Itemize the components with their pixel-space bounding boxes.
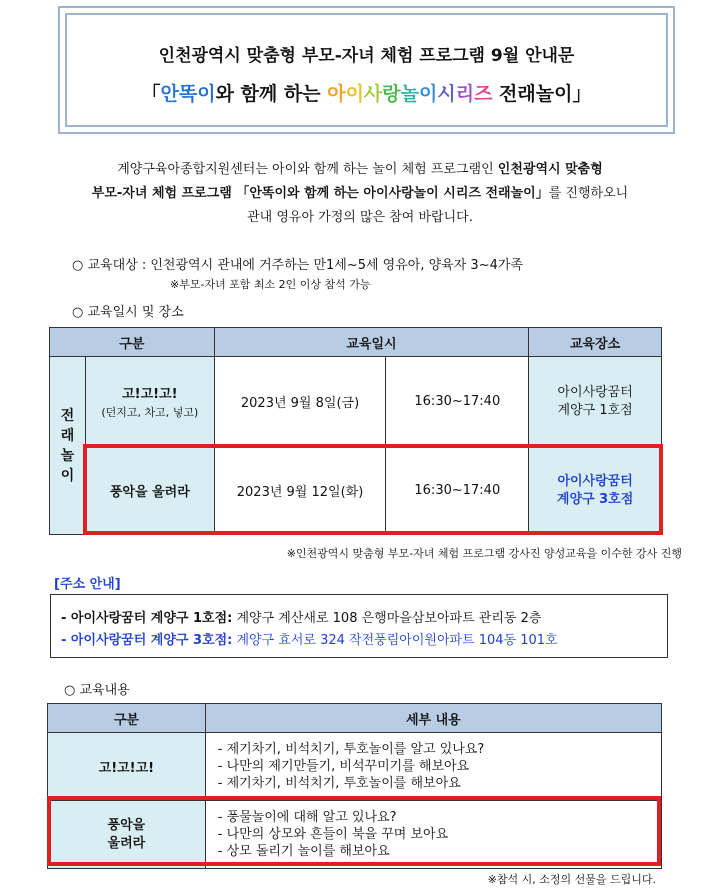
education-target-note: ※부모-자녀 포함 최소 2인 이상 참석 가능: [170, 278, 371, 291]
intro-text-3: 관내 영유아 가정의 많은 참여 바랍니다.: [247, 210, 473, 225]
content-heading: ○ 교육내용: [64, 683, 130, 698]
schedule-header-datetime: 교육일시: [214, 328, 529, 357]
program-subtitle: (던지고, 차고, 넣고): [101, 406, 199, 419]
content-header-category: 구분: [48, 704, 206, 733]
content-header-detail: 세부 내용: [205, 704, 661, 733]
series-char: 즈: [474, 83, 493, 105]
schedule-date: 2023년 9월 8일(금): [214, 357, 386, 447]
content-item: - 상모 돌리기 놀이를 해보아요: [217, 844, 390, 859]
content-item: - 제기차기, 비석치기, 투호놀이를 해보아요: [217, 776, 461, 791]
program-name-blue: 안똑이: [160, 83, 216, 105]
address-box: [50, 594, 668, 658]
education-target: ○ 교육대상 : 인천광역시 관내에 거주하는 만1세~5세 영유아, 양육자 3~4가족: [72, 258, 523, 273]
series-char: 시: [437, 83, 456, 105]
intro-text-2b: 를 진행하오니: [548, 186, 629, 201]
series-name-rainbow: [327, 83, 492, 105]
schedule-program-name: [85, 357, 214, 447]
bracket-open: 「: [141, 83, 161, 105]
address-1-value: 계양구 계산새로 108 은행마을삼보아파트 관리동 2층: [232, 611, 542, 626]
intro-text-1a: 계양구육아종합지원센터는 아이와 함께 하는 놀이 체험 프로그램인: [117, 162, 498, 177]
schedule-header-category: 구분: [50, 328, 215, 357]
content-details: [205, 733, 661, 801]
content-item: - 풍물놀이에 대해 알고 있나요?: [217, 810, 397, 825]
schedule-note: ※인천광역시 맞춤형 부모-자녀 체험 프로그램 강사진 양성교육을 이수한 강사 진행: [286, 547, 682, 560]
schedule-date: 2023년 9월 12일(화): [214, 447, 386, 535]
schedule-row: [50, 447, 662, 535]
series-char: 이: [419, 83, 438, 105]
schedule-place: 아이사랑꿈터 계양구 3호점: [529, 447, 662, 535]
series-char: 아: [327, 83, 346, 105]
schedule-time: 16:30~17:40: [386, 447, 529, 535]
content-note: ※참석 시, 소정의 선물을 드립니다.: [487, 873, 656, 886]
schedule-program-name: 풍악을 울려라: [85, 447, 214, 535]
schedule-place: 아이사랑꿈터 계양구 1호점: [529, 357, 662, 447]
series-char: 랑: [382, 83, 401, 105]
address-line-2: [61, 629, 558, 648]
address-1-label: - 아이사랑꿈터 계양구 1호점:: [61, 611, 233, 626]
address-line-1: [61, 607, 541, 626]
intro-text-2a: 부모-자녀 체험 프로그램 「안똑이와 함께 하는 아이사랑놀이 시리즈 전래놀이」: [91, 186, 549, 201]
content-details: [205, 801, 661, 869]
series-char: 사: [363, 83, 383, 105]
schedule-header-place: 교육장소: [529, 328, 662, 357]
schedule-header-row: [50, 328, 662, 357]
content-program-name: 고!고!고!: [48, 733, 206, 801]
intro-paragraph: [40, 158, 680, 230]
program-title: 고!고!고!: [122, 387, 178, 402]
series-char: 리: [455, 83, 475, 105]
content-row: [48, 801, 662, 869]
content-item: - 나만의 상모와 흔들이 북을 꾸며 보아요: [217, 827, 449, 842]
bracket-close: 」: [572, 83, 592, 105]
content-program-name: 풍악을 울려라: [48, 801, 206, 869]
series-char: 놀: [400, 83, 419, 105]
title-line-1: 인천광역시 맞춤형 부모-자녀 체험 프로그램 9월 안내문: [158, 46, 575, 66]
program-name-mid: 와 함께 하는: [215, 83, 328, 105]
content-row: [48, 733, 662, 801]
address-2-label: - 아이사랑꿈터 계양구 3호점:: [61, 633, 233, 648]
content-item: - 나만의 제기만들기, 비석꾸미기를 해보아요: [217, 759, 470, 774]
schedule-time: 16:30~17:40: [386, 357, 529, 447]
schedule-row: [50, 357, 662, 447]
intro-text-1b: 인천광역시 맞춤형: [497, 162, 603, 177]
schedule-table: [49, 327, 662, 535]
content-header-row: [48, 704, 662, 733]
schedule-heading: ○ 교육일시 및 장소: [72, 305, 184, 320]
schedule-group-label: 전 래 놀 이: [50, 357, 86, 535]
content-item: - 제기차기, 비석치기, 투호놀이를 알고 있나요?: [217, 742, 485, 757]
program-name-end: 전래놀이: [492, 83, 573, 105]
series-char: 이: [345, 83, 364, 105]
title-box: [58, 6, 675, 134]
content-table: [47, 703, 662, 869]
address-heading: [주소 안내]: [54, 577, 121, 592]
address-2-value: 계양구 효서로 324 작전풍림아이원아파트 104동 101호: [232, 633, 558, 648]
title-line-2: [67, 79, 666, 106]
title-inner-frame: [65, 13, 668, 127]
